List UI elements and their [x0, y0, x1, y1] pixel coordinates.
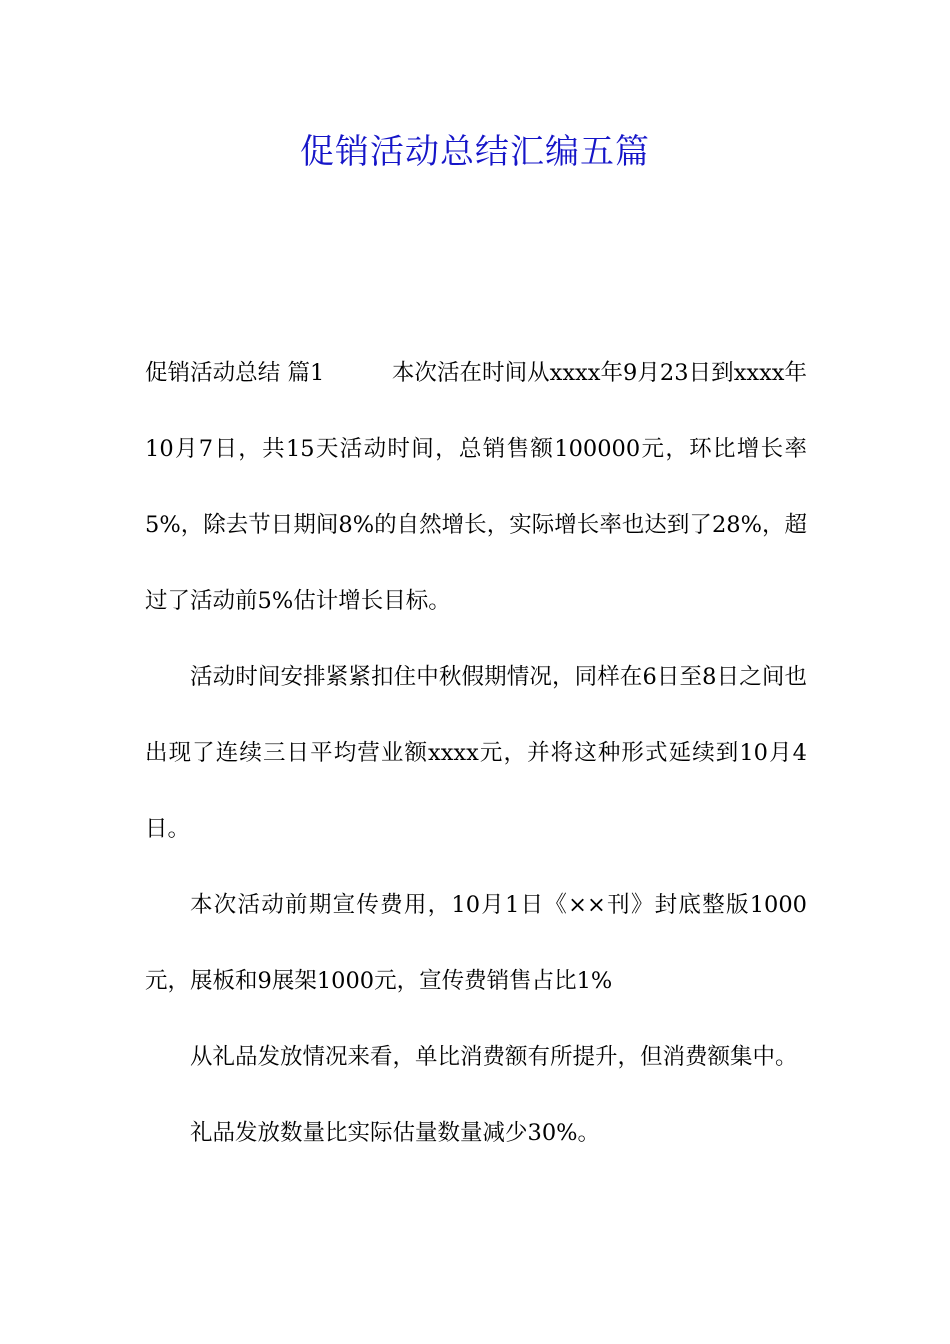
paragraph-4: 从礼品发放情况来看，单比消费额有所提升，但消费额集中。 [190, 1044, 798, 1070]
paragraph-3: 本次活动前期宣传费用，10月1日《××刊》封底整版1000元，展板和9展架1000元，宣传费销售占比1% [145, 892, 807, 994]
document-title: 促销活动总结汇编五篇 [300, 132, 650, 172]
paragraph-1-text: 本次活在时间从xxxx年9月23日到xxxx年10月7日，共15天活动时间，总销售额100000元，环比增长率5%，除去节日期间8%的自然增长，实际增长率也达到了28%，超过了活动前5%估计增长目标。 [145, 360, 807, 614]
paragraph-1 [145, 335, 807, 639]
paragraph-5: 礼品发放数量比实际估量数量减少30%。 [190, 1120, 601, 1146]
section-heading: 促销活动总结 篇1 [145, 360, 325, 386]
paragraph-2: 活动时间安排紧紧扣住中秋假期情况，同样在6日至8日之间也出现了连续三日平均营业额xxxx元，并将这种形式延续到10月4日。 [145, 664, 807, 842]
document-body [145, 335, 807, 1171]
